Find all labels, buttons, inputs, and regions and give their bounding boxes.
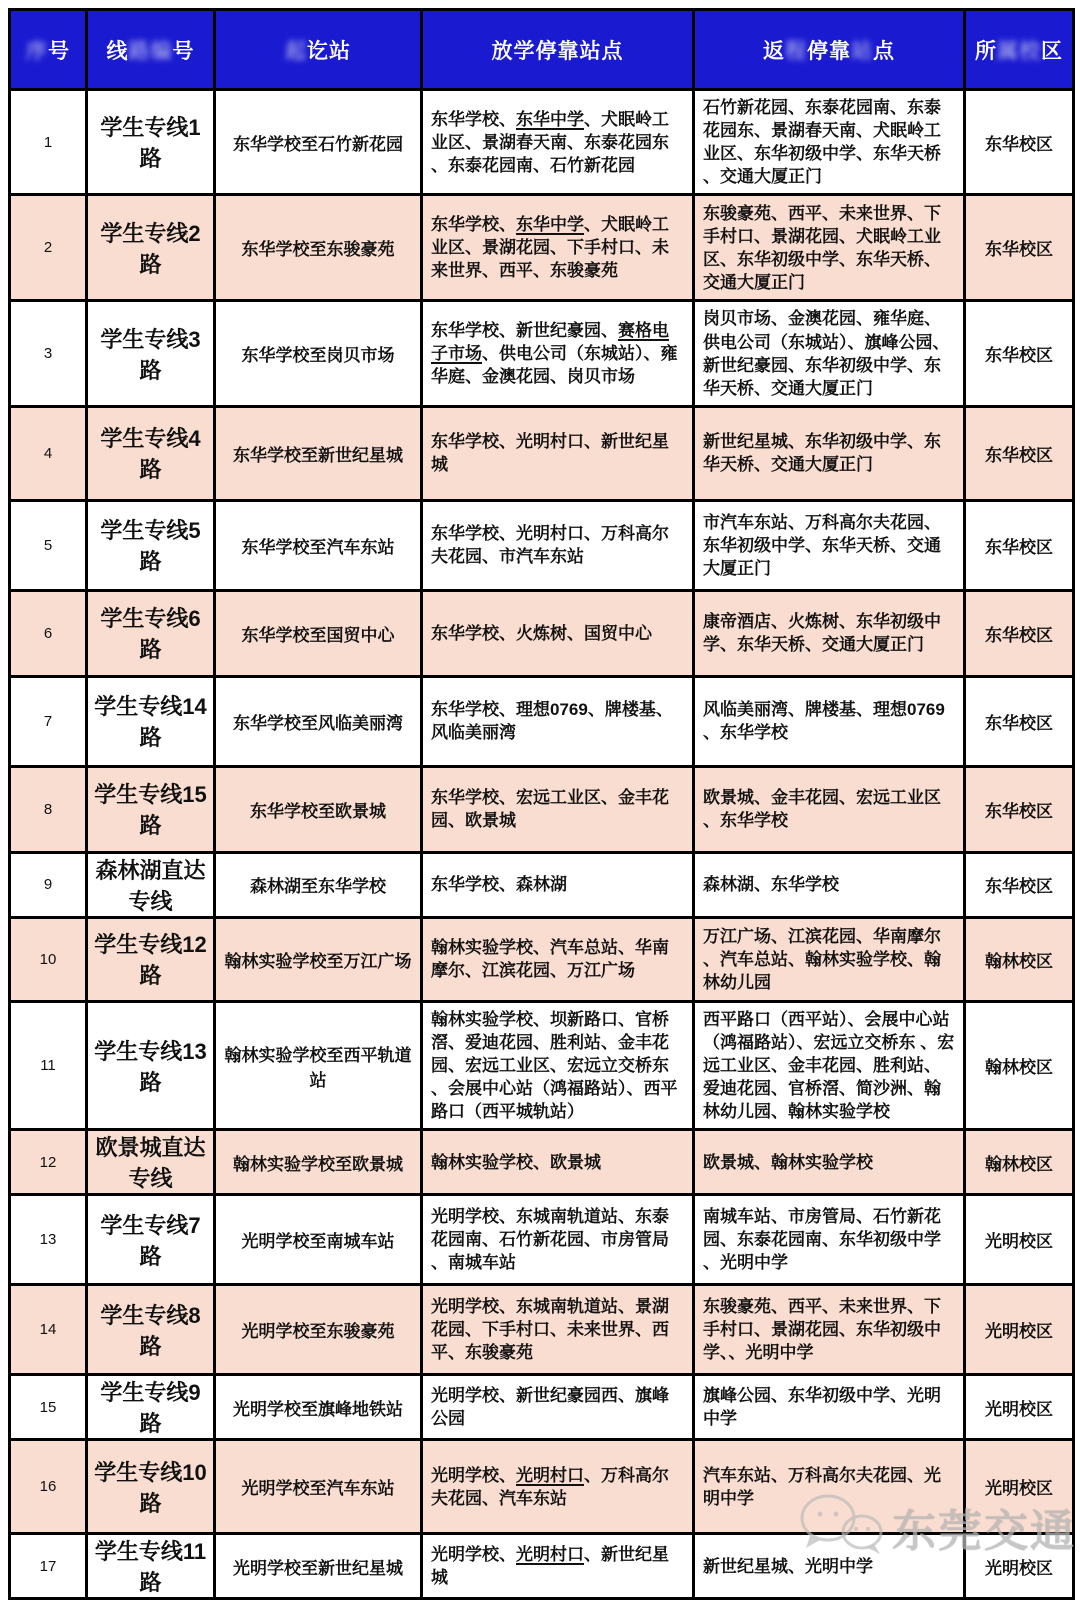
cell-campus: 光明校区 xyxy=(965,1375,1074,1440)
cell-dropoff-stops: 东华学校、光明村口、新世纪星城 xyxy=(422,406,694,500)
cell-campus: 光明校区 xyxy=(965,1534,1074,1599)
cell-dropoff-stops: 翰林实验学校、坝新路口、官桥滘、爱迪花园、胜利站、金丰花园、宏远工业区、宏远立交桥东 、会展中心站（鸿福路站）、西平路口（西平城轨站） xyxy=(422,1001,694,1130)
table-row xyxy=(10,1285,1074,1375)
cell-return-stops: 万江广场、江滨花园、华南摩尔、汽车总站、翰林实验学校、翰林幼儿园 xyxy=(694,917,965,1001)
cell-route: 东华学校至国贸中心 xyxy=(215,590,422,676)
school-bus-routes-table xyxy=(8,8,1075,1600)
cell-line-name: 森林湖直达专线 xyxy=(87,852,215,917)
cell-return-stops: 市汽车东站、万科高尔夫花园、东华初级中学、东华天桥、交通大厦正门 xyxy=(694,500,965,590)
cell-line-name: 学生专线1路 xyxy=(87,90,215,195)
cell-route: 森林湖至东华学校 xyxy=(215,852,422,917)
cell-dropoff-stops: 光明学校、东城南轨道站、景湖花园、下手村口、未来世界、西平、东骏豪苑 xyxy=(422,1285,694,1375)
table-row xyxy=(10,90,1074,195)
table-header xyxy=(10,10,1074,90)
cell-return-stops: 康帝酒店、火炼树、东华初级中学、东华天桥、交通大厦正门 xyxy=(694,590,965,676)
cell-line-name: 学生专线15路 xyxy=(87,766,215,852)
cell-dropoff-stops: 东华学校、森林湖 xyxy=(422,852,694,917)
cell-return-stops: 森林湖、东华学校 xyxy=(694,852,965,917)
cell-row-number: 15 xyxy=(10,1375,87,1440)
cell-line-name: 学生专线10路 xyxy=(87,1440,215,1534)
cell-row-number: 14 xyxy=(10,1285,87,1375)
cell-row-number: 4 xyxy=(10,406,87,500)
cell-campus: 东华校区 xyxy=(965,195,1074,301)
cell-route: 东华学校至新世纪星城 xyxy=(215,406,422,500)
cell-dropoff-stops: 翰林实验学校、欧景城 xyxy=(422,1130,694,1195)
watermark-text: 东莞交通 xyxy=(892,1506,1076,1556)
cell-return-stops: 东骏豪苑、西平、未来世界、下手村口、景湖花园、东华初级中学、、光明中学 xyxy=(694,1285,965,1375)
cell-route: 光明学校至新世纪星城 xyxy=(215,1534,422,1599)
cell-line-name: 学生专线11路 xyxy=(87,1534,215,1599)
cell-return-stops: 南城车站、市房管局、石竹新花园、东泰花园南、东华初级中学、光明中学 xyxy=(694,1195,965,1285)
cell-campus: 东华校区 xyxy=(965,301,1074,406)
column-header: 返程停靠站点 xyxy=(694,10,965,90)
cell-route: 东华学校至汽车东站 xyxy=(215,500,422,590)
cell-return-stops: 新世纪星城、东华初级中学、东华天桥、交通大厦正门 xyxy=(694,406,965,500)
cell-route: 东华学校至东骏豪苑 xyxy=(215,195,422,301)
column-header: 放学停靠站点 xyxy=(422,10,694,90)
table-row xyxy=(10,852,1074,917)
cell-line-name: 学生专线8路 xyxy=(87,1285,215,1375)
table-row xyxy=(10,1440,1074,1534)
cell-line-name: 学生专线12路 xyxy=(87,917,215,1001)
cell-dropoff-stops: 东华学校、理想0769、牌楼基、风临美丽湾 xyxy=(422,676,694,766)
cell-row-number: 17 xyxy=(10,1534,87,1599)
table-row xyxy=(10,590,1074,676)
cell-row-number: 7 xyxy=(10,676,87,766)
cell-line-name: 学生专线4路 xyxy=(87,406,215,500)
cell-line-name: 学生专线14路 xyxy=(87,676,215,766)
table-row xyxy=(10,500,1074,590)
cell-return-stops: 欧景城、金丰花园、宏远工业区、东华学校 xyxy=(694,766,965,852)
table-row xyxy=(10,1195,1074,1285)
cell-row-number: 8 xyxy=(10,766,87,852)
cell-dropoff-stops: 东华学校、东华中学、犬眠岭工业区、景湖春天南、东泰花园东、东泰花园南、石竹新花园 xyxy=(422,90,694,195)
cell-campus: 东华校区 xyxy=(965,90,1074,195)
cell-route: 翰林实验学校至西平轨道站 xyxy=(215,1001,422,1130)
cell-row-number: 13 xyxy=(10,1195,87,1285)
cell-row-number: 9 xyxy=(10,852,87,917)
cell-dropoff-stops: 东华学校、东华中学、犬眠岭工业区、景湖花园、下手村口、未来世界、西平、东骏豪苑 xyxy=(422,195,694,301)
cell-return-stops: 石竹新花园、东泰花园南、东泰花园东、景湖春天南、犬眠岭工业区、东华初级中学、东华天桥、交通大厦正门 xyxy=(694,90,965,195)
cell-row-number: 3 xyxy=(10,301,87,406)
table-row xyxy=(10,406,1074,500)
cell-return-stops: 旗峰公园、东华初级中学、光明中学 xyxy=(694,1375,965,1440)
cell-route: 东华学校至风临美丽湾 xyxy=(215,676,422,766)
cell-row-number: 12 xyxy=(10,1130,87,1195)
cell-dropoff-stops: 光明学校、光明村口、万科高尔夫花园、汽车东站 xyxy=(422,1440,694,1534)
cell-campus: 翰林校区 xyxy=(965,1001,1074,1130)
cell-route: 光明学校至汽车东站 xyxy=(215,1440,422,1534)
cell-line-name: 学生专线5路 xyxy=(87,500,215,590)
cell-dropoff-stops: 翰林实验学校、汽车总站、华南摩尔、江滨花园、万江广场 xyxy=(422,917,694,1001)
cell-campus: 翰林校区 xyxy=(965,917,1074,1001)
column-header: 线路编号 xyxy=(87,10,215,90)
cell-campus: 光明校区 xyxy=(965,1195,1074,1285)
cell-return-stops: 西平路口（西平站）、会展中心站（鸿福路站）、宏远立交桥东 、宏远工业区、金丰花园、胜利站、爱迪花园、官桥滘、简沙洲、翰林幼儿园、翰林实验学校 xyxy=(694,1001,965,1130)
cell-return-stops: 欧景城、翰林实验学校 xyxy=(694,1130,965,1195)
cell-line-name: 学生专线7路 xyxy=(87,1195,215,1285)
table-row xyxy=(10,301,1074,406)
cell-campus: 翰林校区 xyxy=(965,1130,1074,1195)
cell-line-name: 学生专线9路 xyxy=(87,1375,215,1440)
table-row xyxy=(10,766,1074,852)
cell-campus: 东华校区 xyxy=(965,590,1074,676)
cell-return-stops: 新世纪星城、光明中学 xyxy=(694,1534,965,1599)
cell-row-number: 16 xyxy=(10,1440,87,1534)
cell-dropoff-stops: 光明学校、光明村口、新世纪星城 xyxy=(422,1534,694,1599)
table-row xyxy=(10,676,1074,766)
cell-route: 光明学校至旗峰地铁站 xyxy=(215,1375,422,1440)
table-row xyxy=(10,195,1074,301)
cell-route: 光明学校至东骏豪苑 xyxy=(215,1285,422,1375)
cell-return-stops: 汽车东站、万科高尔夫花园、光明中学 xyxy=(694,1440,965,1534)
cell-row-number: 10 xyxy=(10,917,87,1001)
table-header-row xyxy=(10,10,1074,90)
cell-route: 东华学校至岗贝市场 xyxy=(215,301,422,406)
cell-dropoff-stops: 东华学校、宏远工业区、金丰花园、欧景城 xyxy=(422,766,694,852)
table-body xyxy=(10,90,1074,1599)
cell-row-number: 11 xyxy=(10,1001,87,1130)
table-row xyxy=(10,1375,1074,1440)
cell-dropoff-stops: 光明学校、东城南轨道站、东泰花园南、石竹新花园、市房管局、南城车站 xyxy=(422,1195,694,1285)
cell-campus: 东华校区 xyxy=(965,852,1074,917)
cell-route: 翰林实验学校至欧景城 xyxy=(215,1130,422,1195)
table-row xyxy=(10,1130,1074,1195)
cell-campus: 东华校区 xyxy=(965,766,1074,852)
column-header: 所属校区 xyxy=(965,10,1074,90)
column-header: 序号 xyxy=(10,10,87,90)
cell-line-name: 学生专线2路 xyxy=(87,195,215,301)
cell-row-number: 6 xyxy=(10,590,87,676)
table-row xyxy=(10,1534,1074,1599)
cell-dropoff-stops: 光明学校、新世纪豪园西、旗峰公园 xyxy=(422,1375,694,1440)
cell-dropoff-stops: 东华学校、新世纪豪园、赛格电子市场、供电公司（东城站）、雍华庭、金澳花园、岗贝市场 xyxy=(422,301,694,406)
cell-campus: 光明校区 xyxy=(965,1440,1074,1534)
cell-route: 光明学校至南城车站 xyxy=(215,1195,422,1285)
cell-route: 东华学校至石竹新花园 xyxy=(215,90,422,195)
cell-dropoff-stops: 东华学校、火炼树、国贸中心 xyxy=(422,590,694,676)
cell-route: 东华学校至欧景城 xyxy=(215,766,422,852)
cell-route: 翰林实验学校至万江广场 xyxy=(215,917,422,1001)
cell-line-name: 学生专线13路 xyxy=(87,1001,215,1130)
cell-line-name: 欧景城直达专线 xyxy=(87,1130,215,1195)
cell-campus: 东华校区 xyxy=(965,676,1074,766)
cell-campus: 光明校区 xyxy=(965,1285,1074,1375)
cell-row-number: 1 xyxy=(10,90,87,195)
cell-row-number: 2 xyxy=(10,195,87,301)
cell-return-stops: 东骏豪苑、西平、未来世界、下手村口、景湖花园、犬眠岭工业区、东华初级中学、东华天桥、交通大厦正门 xyxy=(694,195,965,301)
table-row xyxy=(10,1001,1074,1130)
cell-line-name: 学生专线3路 xyxy=(87,301,215,406)
cell-row-number: 5 xyxy=(10,500,87,590)
cell-campus: 东华校区 xyxy=(965,406,1074,500)
cell-line-name: 学生专线6路 xyxy=(87,590,215,676)
cell-return-stops: 风临美丽湾、牌楼基、理想0769、东华学校 xyxy=(694,676,965,766)
column-header: 起讫站 xyxy=(215,10,422,90)
table-row xyxy=(10,917,1074,1001)
cell-campus: 东华校区 xyxy=(965,500,1074,590)
cell-dropoff-stops: 东华学校、光明村口、万科高尔夫花园、市汽车东站 xyxy=(422,500,694,590)
cell-return-stops: 岗贝市场、金澳花园、雍华庭、供电公司（东城站）、旗峰公园、新世纪豪园、东华初级中学、东华天桥、交通大厦正门 xyxy=(694,301,965,406)
